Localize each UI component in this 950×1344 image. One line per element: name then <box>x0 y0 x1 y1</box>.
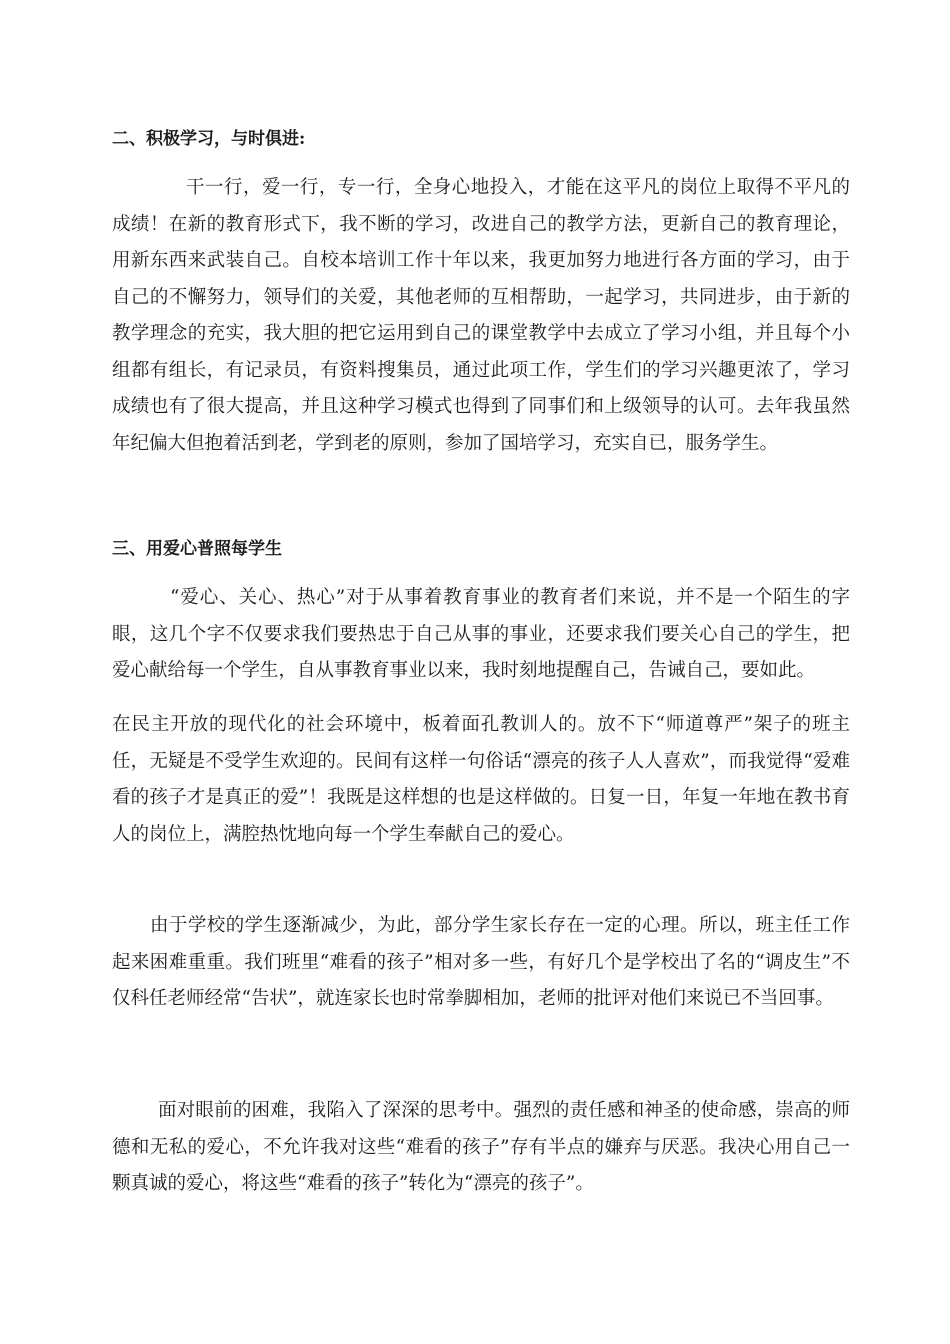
paragraph-love-heart: “爱心、关心、热心”对于从事着教育事业的教育者们来说，并不是一个陌生的字眼，这几个字不仅要求我们要热忠于自己从事的事业，还要求我们要关心自己的学生，把爱心献给每一个学生，自从事教育事业以来，我时刻地提醒自己，告诫自己，要如此。 <box>112 587 850 681</box>
section-heading-2: 二、积极学习，与时俱进: <box>112 129 306 149</box>
section-heading-3: 三、用爱心普照每学生 <box>112 539 282 559</box>
paragraph-resolution: 面对眼前的困难，我陷入了深深的思考中。强烈的责任感和神圣的使命感，崇高的师德和无私的爱心，不允许我对这些“难看的孩子”存有半点的嫌弃与厌恶。我决心用自己一颗真诚的爱心，将这些“难看的孩子”转化为“漂亮的孩子”。 <box>112 1100 850 1194</box>
paragraph-democratic-environment: 在民主开放的现代化的社会环境中，板着面孔教训人的。放不下“师道尊严”架子的班主任，无疑是不受学生欢迎的。民间有这样一句俗话“漂亮的孩子人人喜欢”，而我觉得“爱难看的孩子才是真正的爱”！我既是这样想的也是这样做的。日复一日，年复一年地在教书育人的岗位上，满腔热忱地向每一个学生奉献自己的爱心。 <box>112 714 850 845</box>
paragraph-study: 干一行，爱一行，专一行，全身心地投入，才能在这平凡的岗位上取得不平凡的成绩！在新的教育形式下，我不断的学习，改进自己的教学方法，更新自己的教育理论，用新东西来武装自己。自校本培训工作十年以来，我更加努力地进行各方面的学习，由于自己的不懈努力，领导们的关爱，其他老师的互相帮助，一起学习，共同进步，由于新的教学理念的充实，我大胆的把它运用到自己的课堂教学中去成立了学习小组，并且每个小组都有组长，有记录员，有资料搜集员，通过此项工作，学生们的学习兴趣更浓了，学习成绩也有了很大提高，并且这种学习模式也得到了同事们和上级领导的认可。去年我虽然年纪偏大但抱着活到老，学到老的原则，参加了国培学习，充实自已，服务学生。 <box>112 177 850 454</box>
paragraph-difficulties: 由于学校的学生逐渐减少，为此，部分学生家长存在一定的心理。所以，班主任工作起来困难重重。我们班里“难看的孩子”相对多一些，有好几个是学校出了名的“调皮生”不仅科任老师经常“告状”，就连家长也时常拳脚相加，老师的批评对他们来说已不当回事。 <box>112 915 850 1009</box>
